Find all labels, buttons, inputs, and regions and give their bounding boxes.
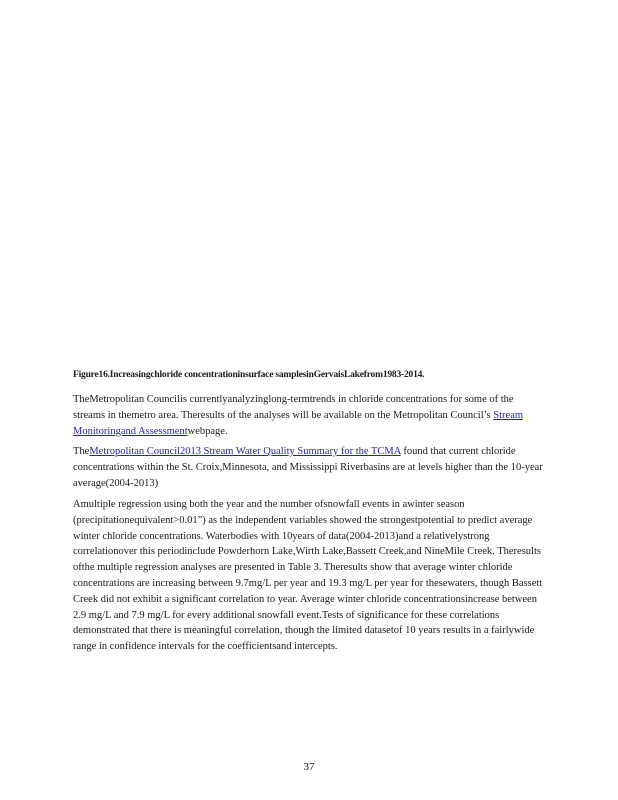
paragraph-2-text: The <box>73 446 90 457</box>
water-quality-summary-link[interactable]: Metropolitan Council2013 Stream Water Quality Summary for the TCMA <box>89 446 401 457</box>
paragraph-3: Amultiple regression using both the year and the number ofsnowfall events in awinter season (precipitationequivalent>0.01”) as the independent variables showed the strongestpotential to predict average winter chloride concentrations. Waterbodies with 10years of data(2004-2013)and a relativelystrong correlationover this periodinclude Powderhorn Lake,Wirth Lake,Bassett Creek,and NineMile Creek. Theresults ofthe multiple regression analyses are presented in Table 3. Theresults show that average winter chloride concentrations are increasing between 9.7mg/L per year and 19.3 mg/L per year for thesewaters, though Bassett Creek did not exhibit a significant correlation to year. Average winter chloride concentrationsincrease between 2.9 mg/L and 7.9 mg/L for every additional snowfall event.Tests of significance for these correlations demonstrated that there is meaningful correlation, though the limited datasetof 10 years results in a fairlywide range in confidence intervals for the coefficientsand intercepts. <box>73 499 543 653</box>
paragraph-2 <box>73 444 548 491</box>
paragraph-2-text-end: found that current chloride concentrations within the St. Croix,Minnesota, and Mississippi Riverbasins are at levels higher than the 10-year average(2004-2013) <box>73 446 543 489</box>
paragraph-1-text-end: webpage. <box>187 425 228 437</box>
figure-caption: Figure16.Increasingchloride concentrationinsurface samplesinGervaisLakefrom1983-2014. <box>73 370 425 380</box>
paragraph-1 <box>73 392 548 439</box>
stream-monitoring-link[interactable]: Stream Monitoringand Assessment <box>73 409 524 437</box>
paragraph-1-text: TheMetropolitan Councilis currentlyanalyzinglong-termtrends in chloride concentrations for some of the streams in themetro area. Theresults of the analyses will be available on the Metropolitan Council’s <box>73 394 514 421</box>
page-number: 37 <box>303 761 315 773</box>
